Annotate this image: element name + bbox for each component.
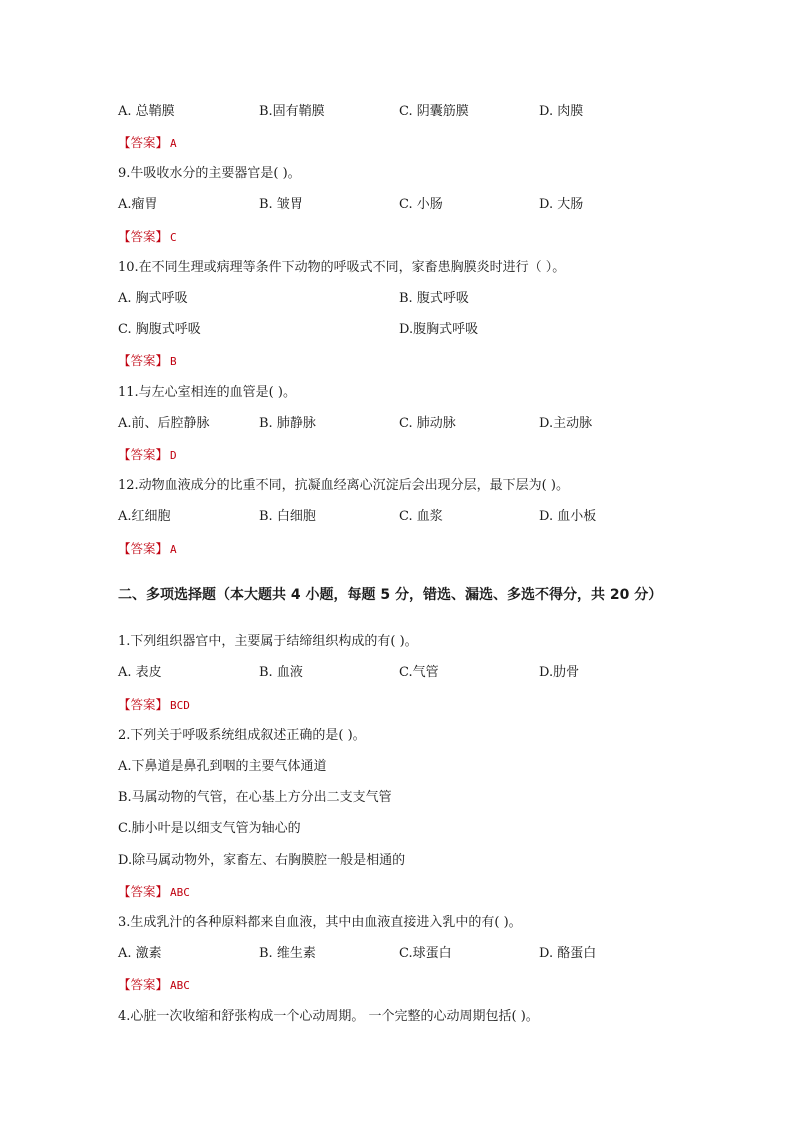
answer-tag: 【答案】 <box>118 135 169 150</box>
m3-option-c: C.球蛋白 <box>399 946 452 961</box>
answer-value: BCD <box>170 699 190 712</box>
answer-value: C <box>170 231 177 244</box>
answer-value: ABC <box>170 979 190 992</box>
q8-option-b: B.固有鞘膜 <box>259 104 325 119</box>
section-heading: 二、多项选择题（本大题共 4 小题，每题 5 分，错选、漏选、多选不得分，共 20 分） <box>118 587 663 603</box>
m3-option-d: D. 酪蛋白 <box>539 946 597 961</box>
m3-stem: 3.生成乳汁的各种原料都来自血液，其中由血液直接进入乳中的有( )。 <box>118 915 522 930</box>
m4-stem: 4.心脏一次收缩和舒张构成一个心动周期。 一个完整的心动周期包括( )。 <box>118 1009 539 1024</box>
q11-option-c: C. 肺动脉 <box>399 416 456 431</box>
q9-option-d: D. 大肠 <box>539 197 584 212</box>
m2-option-c: C.肺小叶是以细支气管为轴心的 <box>118 821 301 836</box>
q12-answer <box>118 540 177 559</box>
answer-value: A <box>170 543 177 556</box>
q11-option-a: A.前、后腔静脉 <box>118 416 210 431</box>
q12-option-c: C. 血浆 <box>399 509 443 524</box>
q9-answer <box>118 228 177 247</box>
m2-answer <box>118 883 190 902</box>
answer-tag: 【答案】 <box>118 977 169 992</box>
q9-option-b: B. 皱胃 <box>259 197 303 212</box>
answer-value: ABC <box>170 886 190 899</box>
q8-option-d: D. 肉膜 <box>539 104 584 119</box>
m2-stem: 2.下列关于呼吸系统组成叙述正确的是( )。 <box>118 728 366 743</box>
m1-option-d: D.肋骨 <box>539 665 580 680</box>
answer-tag: 【答案】 <box>118 541 169 556</box>
m2-option-d: D.除马属动物外，家畜左、右胸膜腔一般是相通的 <box>118 853 406 868</box>
m1-option-a: A. 表皮 <box>118 665 162 680</box>
q10-option-a: A. 胸式呼吸 <box>118 291 188 306</box>
m2-option-b: B.马属动物的气管，在心基上方分出二支支气管 <box>118 790 392 805</box>
q10-stem: 10.在不同生理或病理等条件下动物的呼吸式不同，家畜患胸膜炎时进行（ ）。 <box>118 260 566 275</box>
m1-answer <box>118 696 190 715</box>
m3-option-b: B. 维生素 <box>259 946 316 961</box>
answer-value: D <box>170 449 177 462</box>
m3-answer <box>118 976 190 995</box>
q9-stem: 9.牛吸收水分的主要器官是( )。 <box>118 166 301 181</box>
q11-answer <box>118 446 177 465</box>
answer-tag: 【答案】 <box>118 884 169 899</box>
answer-value: B <box>170 355 177 368</box>
q8-option-a: A. 总鞘膜 <box>118 104 175 119</box>
answer-tag: 【答案】 <box>118 447 169 462</box>
q11-option-b: B. 肺静脉 <box>259 416 316 431</box>
m1-stem: 1.下列组织器官中，主要属于结缔组织构成的有( )。 <box>118 634 418 649</box>
m3-option-a: A. 激素 <box>118 946 162 961</box>
q12-stem: 12.动物血液成分的比重不同，抗凝血经离心沉淀后会出现分层，最下层为( )。 <box>118 478 569 493</box>
q10-option-b: B. 腹式呼吸 <box>399 291 469 306</box>
q11-option-d: D.主动脉 <box>539 416 593 431</box>
q8-answer <box>118 134 177 153</box>
q10-option-c: C. 胸腹式呼吸 <box>118 322 201 337</box>
answer-tag: 【答案】 <box>118 697 169 712</box>
q8-option-c: C. 阴囊筋膜 <box>399 104 469 119</box>
q12-option-d: D. 血小板 <box>539 509 597 524</box>
answer-tag: 【答案】 <box>118 353 169 368</box>
m1-option-c: C.气管 <box>399 665 439 680</box>
answer-tag: 【答案】 <box>118 229 169 244</box>
q9-option-c: C. 小肠 <box>399 197 443 212</box>
q12-option-a: A.红细胞 <box>118 509 171 524</box>
m2-option-a: A.下鼻道是鼻孔到咽的主要气体通道 <box>118 759 327 774</box>
q10-option-d: D.腹胸式呼吸 <box>399 322 479 337</box>
q12-option-b: B. 白细胞 <box>259 509 316 524</box>
q9-option-a: A.瘤胃 <box>118 197 158 212</box>
q11-stem: 11.与左心室相连的血管是( )。 <box>118 385 296 400</box>
answer-value: A <box>170 137 177 150</box>
m1-option-b: B. 血液 <box>259 665 303 680</box>
q10-answer <box>118 352 177 371</box>
